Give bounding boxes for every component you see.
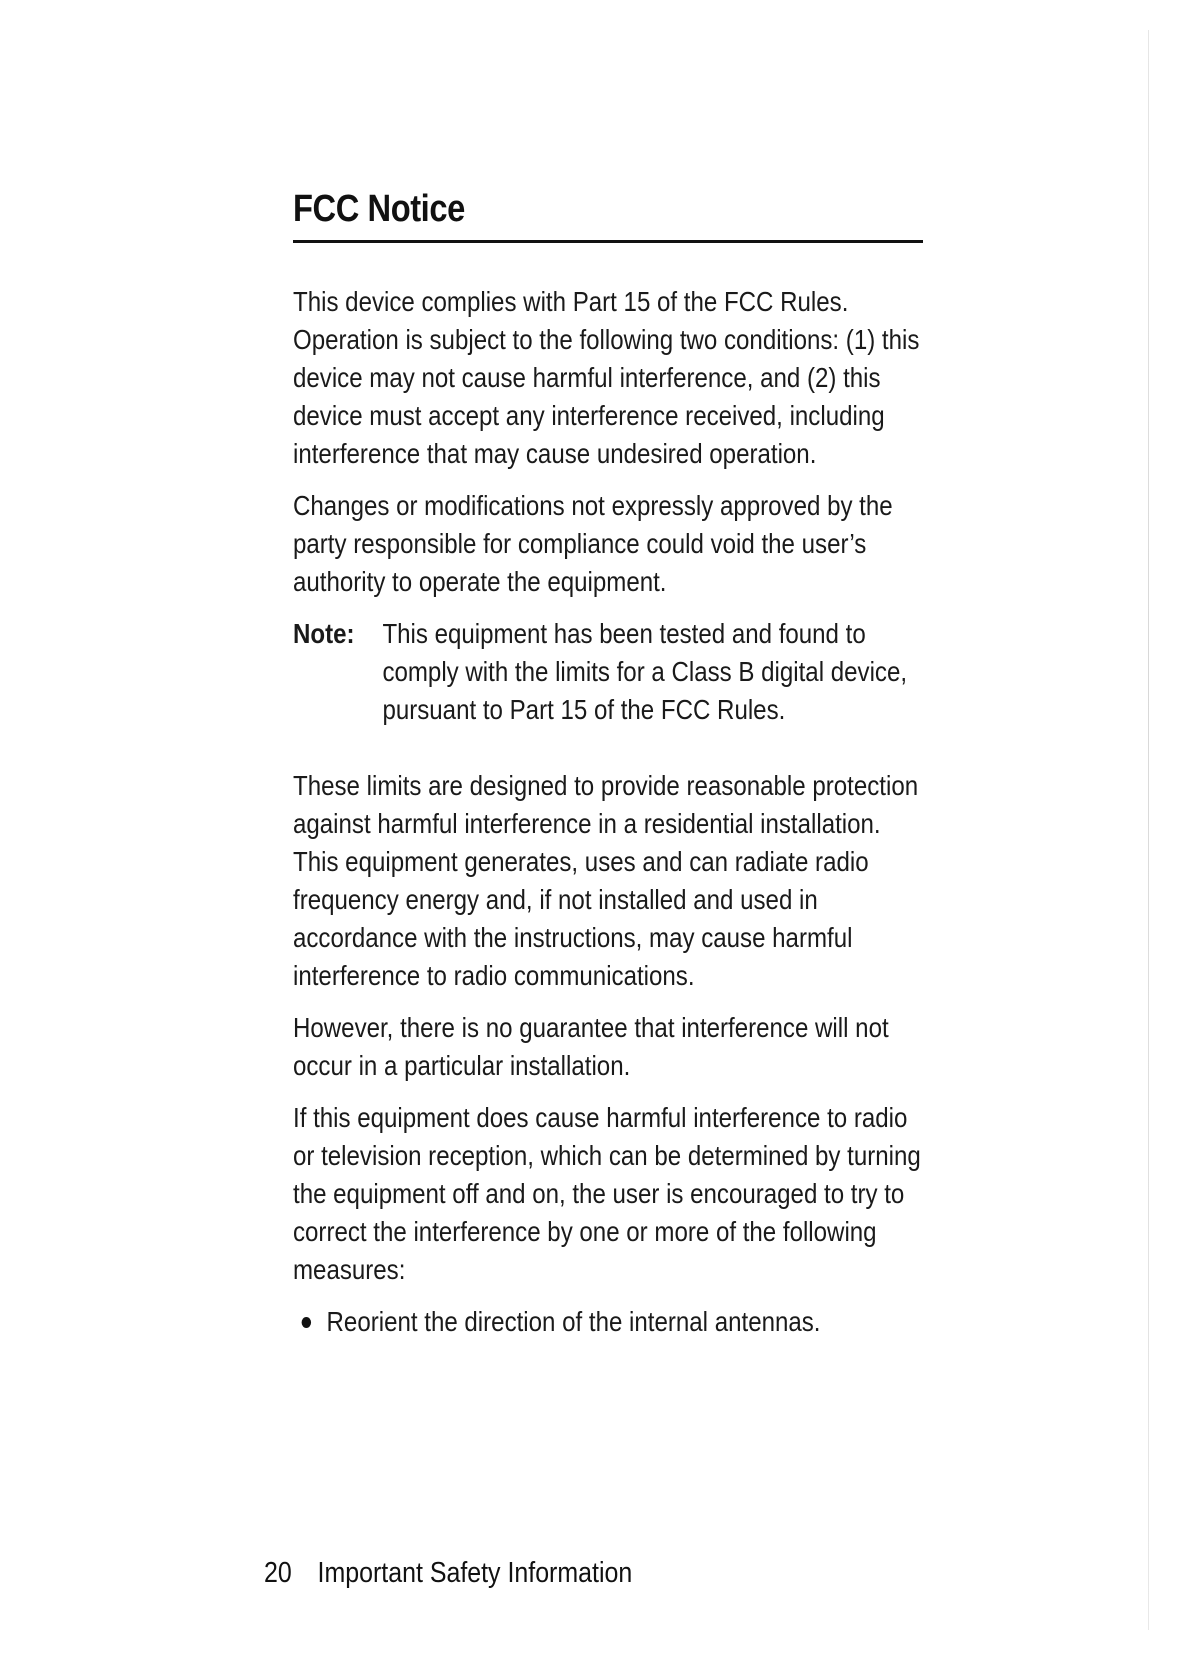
bullet-item xyxy=(293,1303,929,1341)
page-number: 20 xyxy=(264,1557,292,1589)
page-footer xyxy=(264,1555,632,1591)
footer-section-title: Important Safety Information xyxy=(317,1557,633,1589)
content-column xyxy=(293,186,933,1341)
paragraph-no-guarantee: However, there is no guarantee that interference will not occur in a particular installation. xyxy=(293,1012,889,1081)
heading-rule xyxy=(293,240,923,243)
page-edge-line xyxy=(1148,30,1149,1630)
bullet-dot-icon xyxy=(302,1317,311,1328)
note-text: This equipment has been tested and found to comply with the limits for a Class B digital device, pursuant to Part 15 of the FCC Rules. xyxy=(382,618,908,725)
paragraph-measures: If this equipment does cause harmful interference to radio or television reception, which can be determined by turning the equipment off and on, the user is encouraged to try to correct the interference by one or more of the following measures: xyxy=(293,1102,921,1285)
note-label: Note: xyxy=(293,618,355,649)
section-heading: FCC Notice xyxy=(293,188,465,230)
paragraph-limits: These limits are designed to provide reasonable protection against harmful interference in a residential installation. This equipment generates, uses and can radiate radio frequency energy and, if not installed and used in accordance with the instructions, may cause harmful interference to radio communications. xyxy=(293,770,919,991)
paragraph-compliance: This device complies with Part 15 of the FCC Rules. Operation is subject to the following two conditions: (1) this device may not cause harmful interference, and (2) this device must accept any interference received, including interference that may cause undesired operation. xyxy=(293,286,920,469)
bullet-text: Reorient the direction of the internal antennas. xyxy=(326,1306,821,1337)
note-block xyxy=(293,615,929,729)
paragraph-modifications: Changes or modifications not expressly approved by the party responsible for compliance could void the user’s authority to operate the equipment. xyxy=(293,490,893,597)
